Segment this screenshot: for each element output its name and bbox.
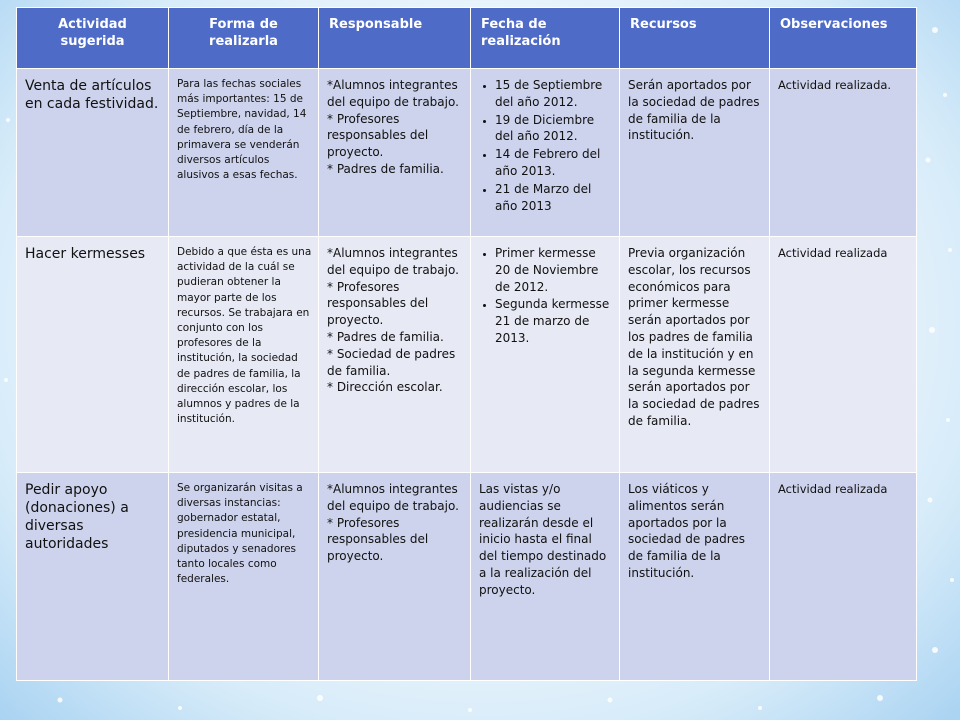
responsable-line: * Dirección escolar. bbox=[327, 380, 443, 395]
responsable-line: * Profesores responsables del proyecto. bbox=[327, 111, 429, 160]
cell-recursos: Los viáticos y alimentos serán aportados por la sociedad de padres de familia de la institución. bbox=[620, 473, 770, 681]
fecha-item: • 21 de Marzo del año 2013 bbox=[495, 181, 613, 215]
table-row bbox=[17, 237, 917, 473]
responsable-line: *Alumnos integrantes del equipo de trabajo. bbox=[327, 246, 459, 277]
header-fecha: Fecha de realización bbox=[471, 8, 620, 69]
header-observaciones: Observaciones bbox=[770, 8, 917, 69]
header-forma: Forma de realizarla bbox=[169, 8, 319, 69]
table-row bbox=[17, 473, 917, 681]
responsable-line: *Alumnos integrantes del equipo de trabajo. bbox=[327, 78, 459, 109]
header-responsable: Responsable bbox=[319, 8, 471, 69]
header-actividad: Actividad sugerida bbox=[17, 8, 169, 69]
cell-observaciones: Actividad realizada bbox=[770, 473, 917, 681]
table-header-row bbox=[17, 8, 917, 69]
cell-recursos: Serán aportados por la sociedad de padres de familia de la institución. bbox=[620, 69, 770, 237]
cell-fechas bbox=[471, 237, 620, 473]
activities-table-frame bbox=[16, 7, 916, 681]
cell-responsable bbox=[319, 473, 471, 681]
responsable-line: * Profesores responsables del proyecto. bbox=[327, 279, 429, 328]
cell-fechas: Las vistas y/o audiencias se realizarán desde el inicio hasta el final del tiempo destinado a la realización del proyecto. bbox=[471, 473, 620, 681]
cell-actividad: Hacer kermesses bbox=[17, 237, 169, 473]
fecha-item: • 19 de Diciembre del año 2012. bbox=[495, 112, 613, 146]
responsable-line: *Alumnos integrantes del equipo de trabajo. bbox=[327, 482, 459, 513]
fecha-item: • Segunda kermesse 21 de marzo de 2013. bbox=[495, 296, 613, 346]
header-recursos: Recursos bbox=[620, 8, 770, 69]
cell-fechas bbox=[471, 69, 620, 237]
fecha-item: • 14 de Febrero del año 2013. bbox=[495, 146, 613, 180]
fechas-list bbox=[479, 77, 613, 214]
table-row bbox=[17, 69, 917, 237]
cell-actividad: Pedir apoyo (donaciones) a diversas autoridades bbox=[17, 473, 169, 681]
fecha-item: • 15 de Septiembre del año 2012. bbox=[495, 77, 613, 111]
cell-recursos: Previa organización escolar, los recursos económicos para primer kermesse serán aportados por los padres de familia de la institución y en la segunda kermesse serán aportados por la sociedad de padres de familia. bbox=[620, 237, 770, 473]
cell-forma: Para las fechas sociales más importantes: 15 de Septiembre, navidad, 14 de febrero, día de la primavera se venderán diversos artículos alusivos a esas fechas. bbox=[169, 69, 319, 237]
cell-actividad: Venta de artículos en cada festividad. bbox=[17, 69, 169, 237]
fechas-list bbox=[479, 245, 613, 347]
fecha-item: • Primer kermesse 20 de Noviembre de 2012. bbox=[495, 245, 613, 295]
cell-responsable bbox=[319, 69, 471, 237]
cell-observaciones: Actividad realizada. bbox=[770, 69, 917, 237]
responsable-line: * Profesores responsables del proyecto. bbox=[327, 515, 429, 564]
cell-observaciones: Actividad realizada bbox=[770, 237, 917, 473]
cell-forma: Se organizarán visitas a diversas instancias: gobernador estatal, presidencia municipal, diputados y senadores tanto locales como federales. bbox=[169, 473, 319, 681]
activities-table bbox=[16, 7, 917, 681]
responsable-line: * Padres de familia. bbox=[327, 329, 444, 344]
cell-forma: Debido a que ésta es una actividad de la cuál se pudieran obtener la mayor parte de los recursos. Se trabajara en conjunto con los profesores de la institución, la sociedad de padres de familia, la dirección escolar, los alumnos y padres de la institución. bbox=[169, 237, 319, 473]
cell-responsable bbox=[319, 237, 471, 473]
responsable-line: * Sociedad de padres de familia. bbox=[327, 346, 456, 378]
responsable-line: * Padres de familia. bbox=[327, 161, 444, 176]
